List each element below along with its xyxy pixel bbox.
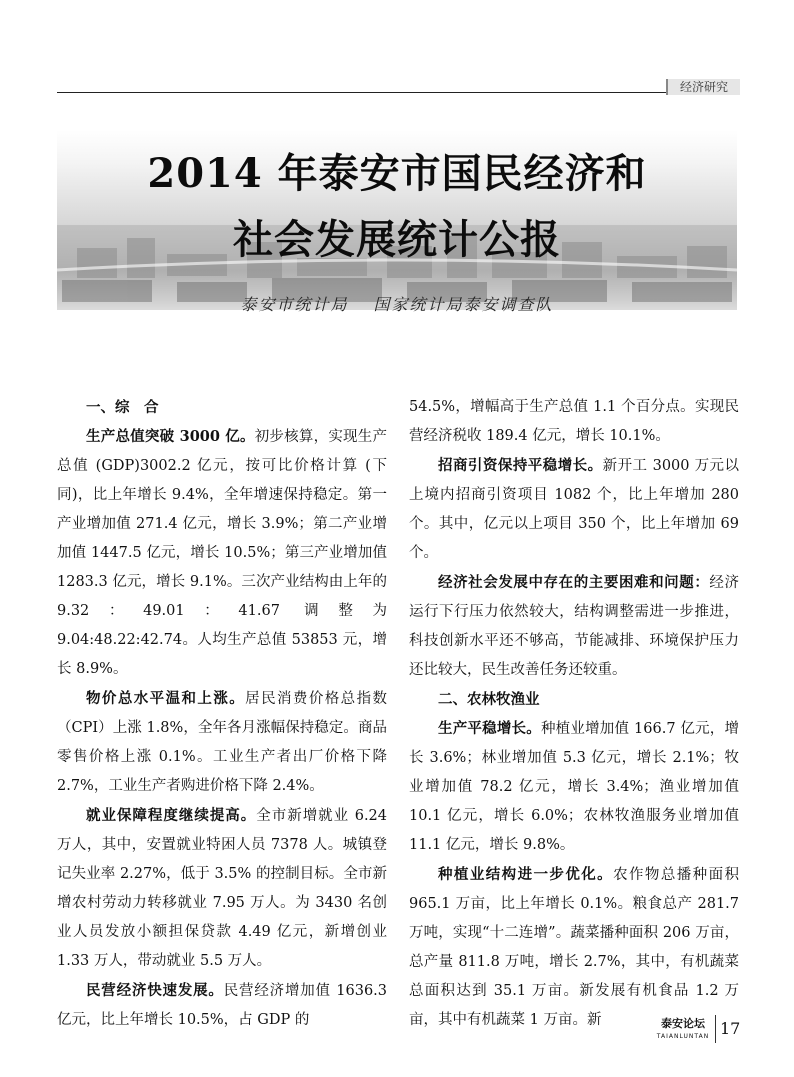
magazine-name-en: TAIANLUNTAN (656, 1033, 710, 1040)
paragraph (57, 684, 387, 801)
section-heading-overview: 一、综 合 (86, 399, 159, 416)
paragraph (409, 860, 739, 1035)
paragraph: 54.5%，增幅高于生产总值 1.1 个百分点。实现民营经济税收 189.4 亿元，增长 10.1%。 (409, 399, 739, 444)
paragraph (57, 976, 387, 1035)
paragraph-lead: 民营经济快速发展。 (86, 982, 224, 999)
page-number: 17 (720, 1019, 741, 1038)
paragraph (409, 451, 739, 568)
section-tag: 经济研究 (666, 79, 740, 95)
paragraph-lead: 生产总值突破 3000 亿。 (86, 428, 255, 445)
paragraph-lead: 经济社会发展中存在的主要困难和问题： (438, 574, 710, 591)
paragraph (57, 801, 387, 976)
paragraph-text: 经济运行下行压力依然较大，结构调整需进一步推进，科技创新水平还不够高，节能减排、环境保护压力还比较大，民生改善任务还较重。 (409, 575, 740, 678)
paragraph-text: 全市新增就业 6.24 万人，其中，安置就业特困人员 7378 人。城镇登记失业率 2.27%，低于 3.5% 的控制目标。全市新增农村劳动力转移就业 7.95 万人。为 3430 名创业人员发放小额担保贷款 4.49 亿元，新增创业 1.33 万人，带动就业 5.5 万人。 (57, 808, 388, 969)
magazine-logo (654, 1017, 712, 1043)
paragraph-text: 居民消费价格总指数（CPI）上涨 1.8%，全年各月涨幅保持稳定。商品零售价格上涨 0.1%。工业生产者出厂价格下降 2.7%，工业生产者购进价格下降 2.4%。 (57, 691, 388, 794)
title-line-2: 社会发展统计公报 (233, 216, 561, 263)
paragraph (409, 568, 739, 685)
left-column (57, 393, 387, 1035)
magazine-name: 泰安论坛 (661, 1017, 705, 1030)
paragraph-lead: 物价总水平温和上涨。 (86, 690, 246, 707)
section-heading-agriculture: 二、农林牧渔业 (438, 691, 540, 708)
right-column (409, 393, 739, 1035)
paragraph-text: 新开工 3000 万元以上境内招商引资项目 1082 个，比上年增加 280 个。其中，亿元以上项目 350 个，比上年增加 69 个。 (409, 458, 740, 561)
paragraph-lead: 招商引资保持平稳增长。 (438, 457, 603, 474)
title-line-1: 2014 年泰安市国民经济和 (147, 150, 647, 197)
header-rule (57, 92, 737, 93)
paragraph-text: 种植业增加值 166.7 亿元，增长 3.6%；林业增加值 5.3 亿元，增长 2.1%；牧业增加值 78.2 亿元，增长 3.4%；渔业增加值 10.1 亿元，增长 6.0%；农林牧渔服务业增加值 11.1 亿元，增长 9.8%。 (409, 721, 739, 853)
paragraph-text: 初步核算，实现生产总值 (GDP)3002.2 亿元，按可比价格计算 (下同)，比上年增长 9.4%，全年增速保持稳定。第一产业增加值 271.4 亿元，增长 3.9%；第二产业增加值 1447.5 亿元，增长 10.5%；第三产业增加值 1283.3 亿元，增长 9.1%。三次产业结构由上年的 9.32：49.01：41.67 调整为 9.04:48.22:42.74。人均生产总值 53853 元，增长 8.9%。 (57, 429, 388, 677)
paragraph (57, 422, 387, 684)
footer-divider (715, 1015, 716, 1043)
paragraph-text: 民营经济增加值 1636.3 亿元，比上年增长 10.5%，占 GDP 的 (57, 983, 387, 1028)
authors: 泰安市统计局 国家统计局泰安调查队 (240, 295, 554, 314)
paragraph (409, 714, 739, 860)
paragraph-lead: 种植业结构进一步优化。 (438, 866, 614, 883)
paragraph-text: 农作物总播种面积 965.1 万亩，比上年增长 0.1%。粮食总产 281.7 万吨，实现“十二连增”。蔬菜播种面积 206 万亩，总产量 811.8 万吨，增长 2.7%，其中，有机蔬菜总面积达到 35.1 万亩。新发展有机食品 1.2 万亩，其中有机蔬菜 1 万亩。新 (409, 867, 740, 1028)
paragraph-lead: 就业保障程度继续提高。 (86, 807, 257, 824)
paragraph-lead: 生产平稳增长。 (438, 720, 541, 737)
